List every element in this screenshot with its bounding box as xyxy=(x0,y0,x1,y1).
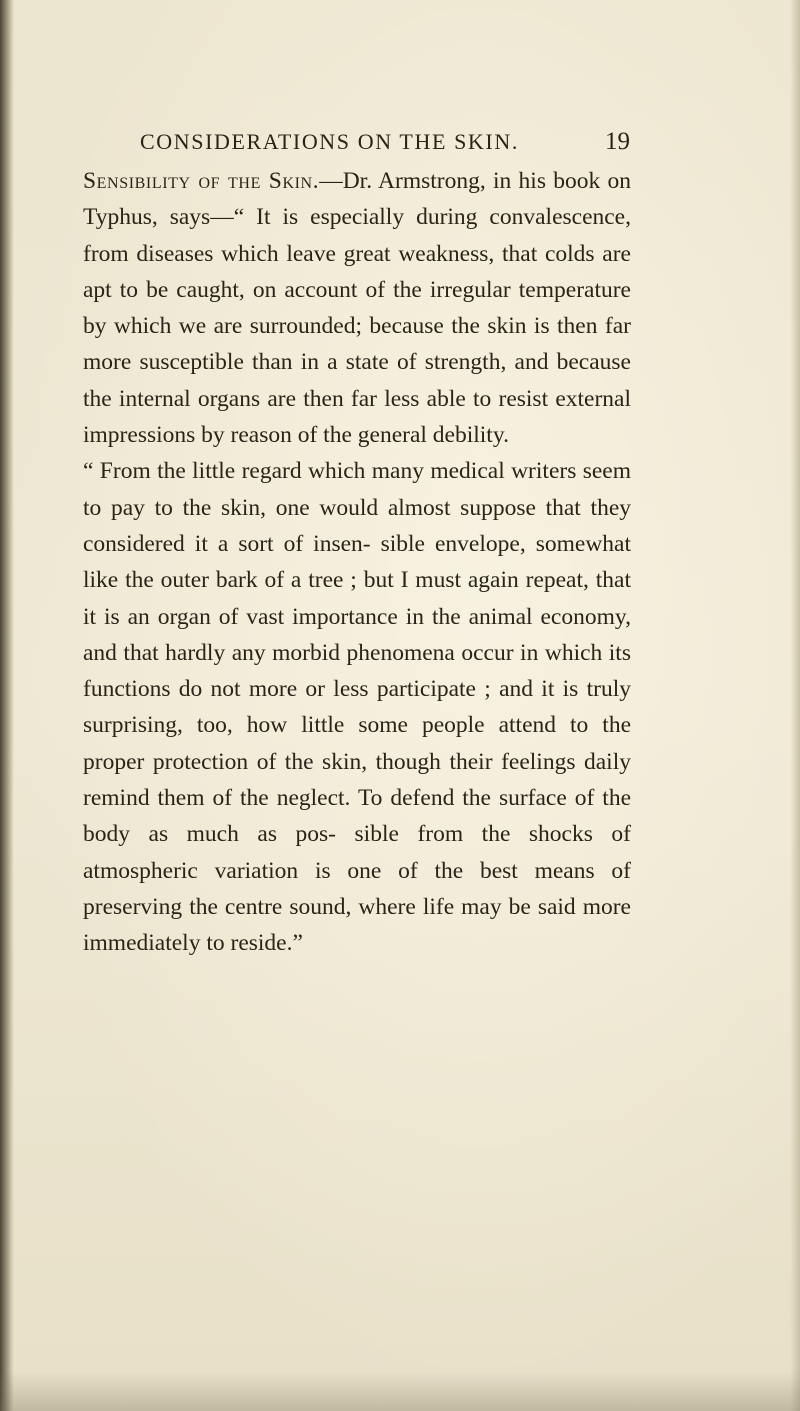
page-bottom-shadow xyxy=(0,1371,800,1411)
page-number: 19 xyxy=(605,128,630,155)
section-title: Sensibility of the Skin. xyxy=(83,168,320,194)
paragraph-2-text: “ From the little regard which many medical writers seem to pay to the skin, one would almost suppose that they considered it a sort of insen- sible envelope, somewhat like the outer bark of a tree ; but I must again repeat, that it is an organ of vast importance in the animal economy, and that hardly any morbid phenomena occur in which its functions do not more or less participate ; and it is truly surprising, too, how little some people attend to the proper protection of the skin, though their feelings daily remind them of the neglect. To defend the surface of the body as much as pos- sible from the shocks of atmospheric variation is one of the best means of preserving the centre sound, where life may be said more immediately to reside.” xyxy=(83,458,631,957)
running-title: CONSIDERATIONS ON THE SKIN. xyxy=(140,129,519,154)
paragraph-1-text: —Dr. Armstrong, in his book on Typhus, says—“ It is especially during convalescence, from diseases which leave great weakness, that colds are apt to be caught, on account of the irregular temperature by which we are surrounded; because the skin is then far more susceptible than in a state of strength, and because the internal organs are then far less able to resist external impressions by reason of the general debility. xyxy=(83,168,631,449)
body-text xyxy=(83,163,631,962)
book-gutter-shadow xyxy=(0,0,14,1411)
paragraph-2 xyxy=(83,453,631,961)
running-head xyxy=(140,128,630,156)
paragraph-1 xyxy=(83,163,631,453)
page-edge-shadow xyxy=(790,0,800,1411)
